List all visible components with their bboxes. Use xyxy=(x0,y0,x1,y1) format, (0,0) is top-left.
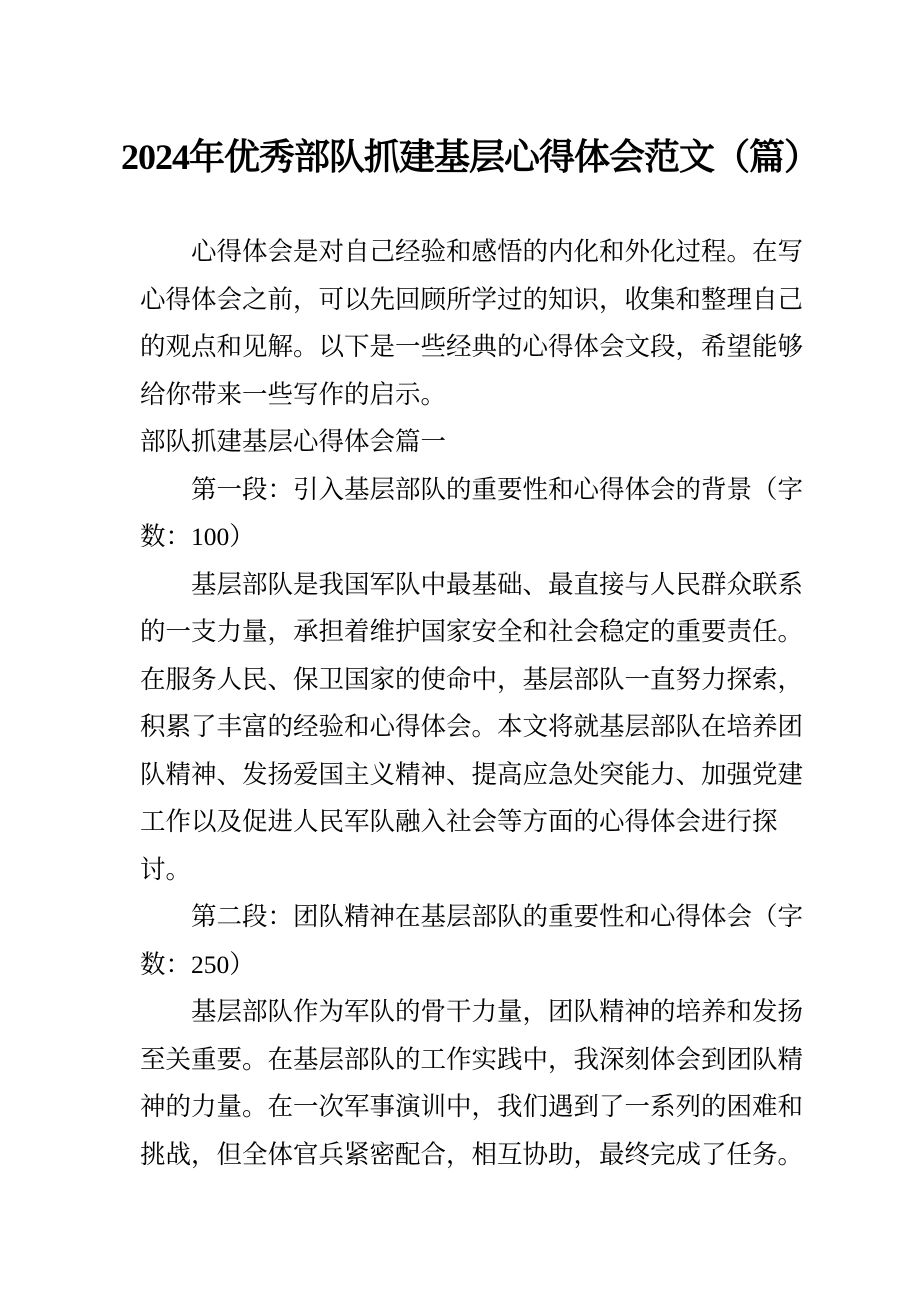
document-body xyxy=(140,228,808,1178)
text-line: 第一段：引入基层部队的重要性和心得体会的背景（字 xyxy=(191,474,804,504)
text-line: 数：250） xyxy=(140,949,255,979)
text-line: 神的力量。在一次军事演训中，我们遇到了一系列的困难和 xyxy=(140,1092,804,1121)
text-line: 挑战，但全体官兵紧密配合，相互协助，最终完成了任务。 xyxy=(140,1139,804,1169)
text-line: 心得体会是对自己经验和感悟的内化和外化过程。在写 xyxy=(191,237,804,266)
text-line: 心得体会之前，可以先回顾所学过的知识，收集和整理自己 xyxy=(140,284,804,314)
text-line: 第二段：团队精神在基层部队的重要性和心得体会（字 xyxy=(191,902,804,931)
text-line: 给你带来一些写作的启示。 xyxy=(140,379,447,409)
text-line: 讨。 xyxy=(140,854,192,884)
text-line: 工作以及促进人民军队融入社会等方面的心得体会进行探 xyxy=(140,807,778,836)
text-line: 基层部队作为军队的骨干力量，团队精神的培养和发扬 xyxy=(191,997,804,1026)
text-line: 部队抓建基层心得体会篇一 xyxy=(140,427,447,456)
text-line: 的一支力量，承担着维护国家安全和社会稳定的重要责任。 xyxy=(140,617,804,646)
text-line: 数：100） xyxy=(140,522,255,551)
text-line: 至关重要。在基层部队的工作实践中，我深刻体会到团队精 xyxy=(140,1044,804,1074)
document-title: 2024年优秀部队抓建基层心得体会范文（篇） xyxy=(120,137,819,177)
text-line: 积累了丰富的经验和心得体会。本文将就基层部队在培养团 xyxy=(140,712,804,741)
text-line: 队精神、发扬爱国主义精神、提高应急处突能力、加强党建 xyxy=(140,759,804,789)
text-line: 的观点和见解。以下是一些经典的心得体会文段，希望能够 xyxy=(140,332,804,361)
text-line: 基层部队是我国军队中最基础、最直接与人民群众联系 xyxy=(191,569,804,599)
text-line: 在服务人民、保卫国家的使命中，基层部队一直努力探索， xyxy=(140,664,804,694)
